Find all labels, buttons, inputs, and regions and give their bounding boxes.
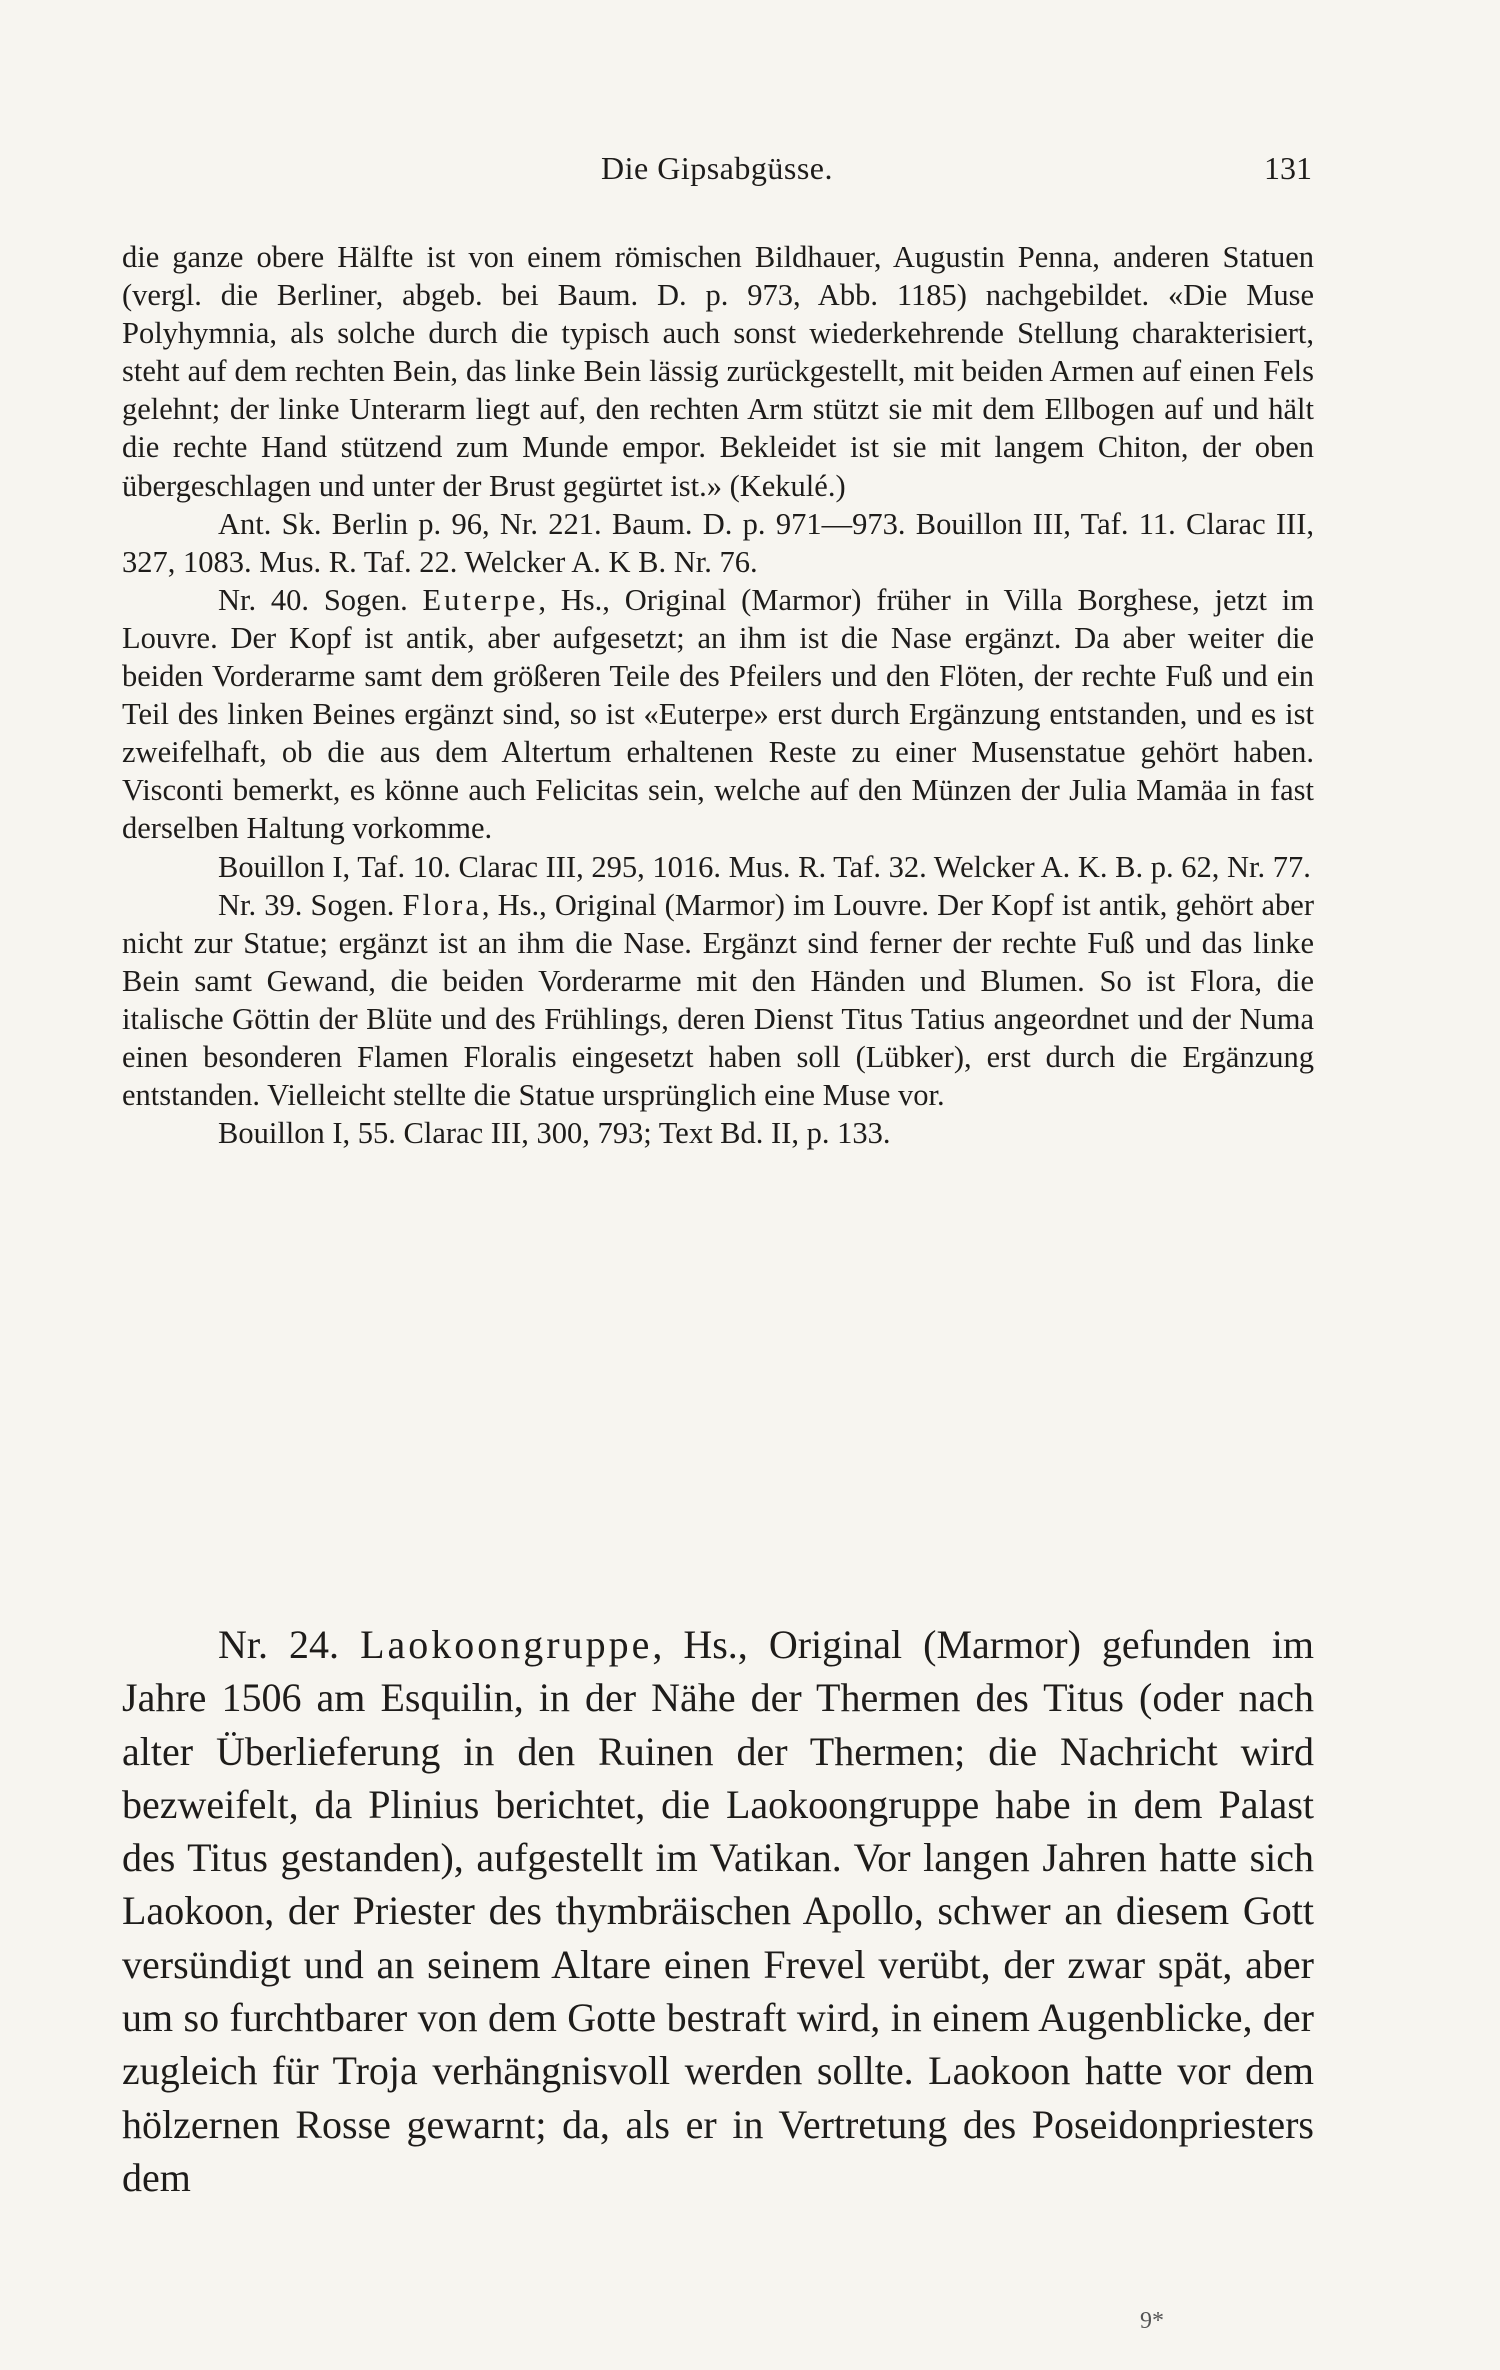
entry-number: Nr. 24. xyxy=(218,1622,340,1667)
paragraph-euterpe xyxy=(122,581,1314,848)
reference-polyhymnia: Ant. Sk. Berlin p. 96, Nr. 221. Baum. D. p. 971—973. Bouillon III, Taf. 11. Clarac III, 327, 1083. Mus. R. Taf. 22. Welcker A. K B. Nr. 76. xyxy=(122,506,1314,579)
entry-title: Flora xyxy=(402,887,482,922)
paragraph-flora xyxy=(122,886,1314,1115)
entry-title: Laokoongruppe xyxy=(360,1622,653,1667)
large-print-section xyxy=(122,1618,1314,2204)
entry-text: , Hs., Original (Marmor) im Louvre. Der Kopf ist antik, gehört aber nicht zur Statue; ergänzt ist an ihm die Nase. Ergänzt sind ferner der rechte Fuß und das linke Bein samt Gewand, die beiden Vorderarme mit den Händen und Blumen. So ist Flora, die italische Göttin der Blüte und des Frühlings, deren Dienst Titus Tatius angeordnet und der Numa einen besonderen Flamen Floralis eingesetzt haben soll (Lübker), erst durch die Ergänzung entstanden. Vielleicht stellte die Statue ursprünglich eine Muse vor. xyxy=(122,887,1315,1113)
running-title: Die Gipsabgüsse. xyxy=(601,150,833,186)
page-number: 131 xyxy=(1264,150,1312,186)
paragraph-laokoon xyxy=(122,1618,1314,2204)
entry-number: Nr. 40. Sogen. xyxy=(218,582,408,617)
signature-mark: 9* xyxy=(1140,2308,1164,2334)
paragraph-polyhymnia: die ganze obere Hälfte ist von einem römischen Bildhauer, Augustin Penna, anderen Statuen (vergl. die Berliner, abgeb. bei Baum. D. p. 973, Abb. 1185) nachgebildet. «Die Muse Polyhymnia, als solche durch die typisch auch sonst wiederkehrende Stellung charakterisiert, steht auf dem rechten Bein, das linke Bein lässig zurückgestellt, mit beiden Armen auf einen Fels gelehnt; der linke Unterarm liegt auf, den rechten Arm stützt sie mit dem Ellbogen auf und hält die rechte Hand stützend zum Munde empor. Bekleidet ist sie mit langem Chiton, der oben übergeschlagen und unter der Brust gegürtet ist.» (Kekulé.) xyxy=(122,240,1314,503)
small-print-section xyxy=(122,238,1314,1152)
reference-euterpe: Bouillon I, Taf. 10. Clarac III, 295, 1016. Mus. R. Taf. 32. Welcker A. K. B. p. 62, Nr. 77. xyxy=(218,849,1311,884)
running-header xyxy=(122,150,1312,194)
entry-number: Nr. 39. Sogen. xyxy=(218,887,395,922)
entry-text: , Hs., Original (Marmor) früher in Villa Borghese, jetzt im Louvre. Der Kopf ist antik, aber aufgesetzt; an ihm ist die Nase ergänzt. Da aber weiter die beiden Vorderarme samt dem größeren Teile des Pfeilers und den Flöten, der rechte Fuß und ein Teil des linken Beines ergänzt sind, so ist «Euterpe» erst durch Ergänzung entstanden, und es ist zweifelhaft, ob die aus dem Altertum erhaltenen Reste zu einer Musenstatue gehört haben. Visconti bemerkt, es könne auch Felicitas sein, welche auf den Münzen der Julia Mamäa in fast derselben Haltung vorkomme. xyxy=(122,582,1314,846)
reference-flora: Bouillon I, 55. Clarac III, 300, 793; Text Bd. II, p. 133. xyxy=(218,1116,891,1151)
entry-title: Euterpe xyxy=(422,582,539,617)
entry-text: , Hs., Original (Marmor) gefunden im Jahre 1506 am Esquilin, in der Nähe der Thermen des Titus (oder nach alter Überlieferung in den Ruinen der Thermen; die Nachricht wird bezweifelt, da Plinius berichtet, die Laokoongruppe habe in dem Palast des Titus gestanden), aufgestellt im Vatikan. Vor langen Jahren hatte sich Laokoon, der Priester des thymbräischen Apollo, schwer an diesem Gott versündigt und an seinem Altare einen Frevel verübt, der zwar spät, aber um so furchtbarer von dem Gotte bestraft wird, in einem Augenblicke, der zugleich für Troja verhängnisvoll werden sollte. Laokoon hatte vor dem hölzernen Rosse gewarnt; da, als er in Vertretung des Poseidonpriesters dem xyxy=(122,1622,1314,2200)
